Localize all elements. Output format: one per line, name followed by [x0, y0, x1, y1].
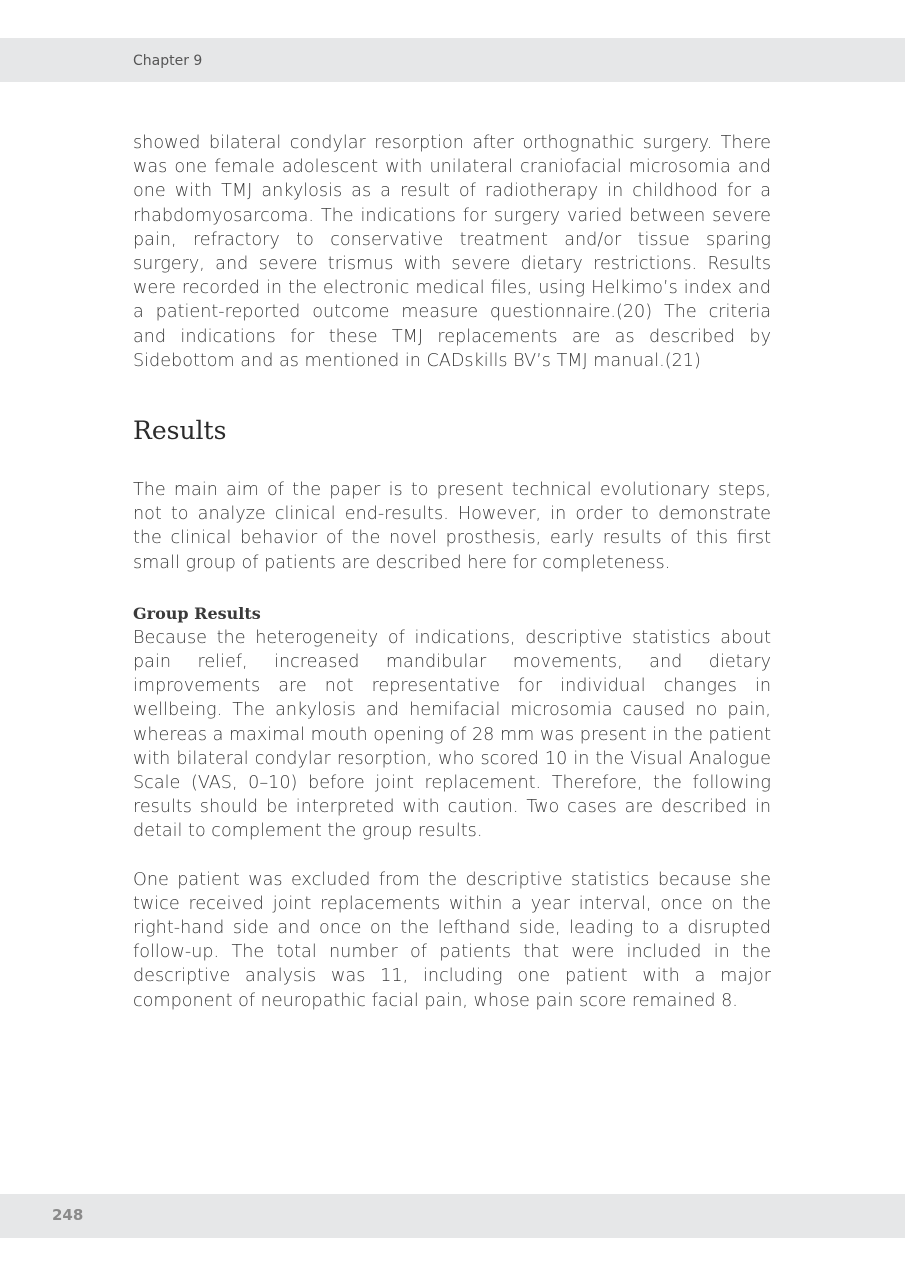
chapter-label: Chapter 9 — [133, 53, 203, 69]
excluded-patient-paragraph: One patient was excluded from the descriptive statistics because she twice received joint replacements within a year interval, once on the right-hand side and once on the lefthand side, leading to a disrupted follow-up. The total number of patients that were included in the descriptive analysis was 11, including one patient with a major component of neuropathic facial pain, whose pain score remained 8. — [133, 869, 771, 1011]
section-title-results: Results — [133, 416, 227, 446]
results-paragraph: The main aim of the paper is to present technical evolutionary steps, not to analyze clinical end-results. However, in order to demonstrate the clinical behavior of the novel prosthesis, early results of this first small group of patients are described here for completeness. — [133, 480, 771, 573]
running-footer — [0, 1194, 905, 1238]
page-number: 248 — [52, 1206, 84, 1224]
subheading-group-results: Group Results — [133, 603, 261, 623]
intro-paragraph: showed bilateral condylar resorption after orthognathic surgery. There was one female adolescent with unilateral craniofacial microsomia and one with TMJ ankylosis as a result of radiotherapy in childhood for a rhabdomyosarcoma. The indications for surgery varied between severe pain, refractory to conservative treatment and/or tissue sparing surgery, and severe trismus with severe dietary restrictions. Results were recorded in the electronic medical files, using Helkimo’s index and a patient-reported outcome measure questionnaire.(20) The criteria and indications for these TMJ replacements are as described by Sidebottom and as mentioned in CADskills BV’s TMJ manual.(21) — [133, 133, 771, 371]
page-body — [133, 131, 771, 1013]
group-results-paragraph: Because the heterogeneity of indications, descriptive statistics about pain relief, increased mandibular movements, and dietary improvements are not representative for individual changes in wellbeing. The ankylosis and hemifacial microsomia caused no pain, whereas a maximal mouth opening of 28 mm was present in the patient with bilateral condylar resorption, who scored 10 in the Visual Analogue Scale (VAS, 0–10) before joint replacement. Therefore, the following results should be interpreted with caution. Two cases are described in detail to complement the group results. — [133, 627, 771, 842]
